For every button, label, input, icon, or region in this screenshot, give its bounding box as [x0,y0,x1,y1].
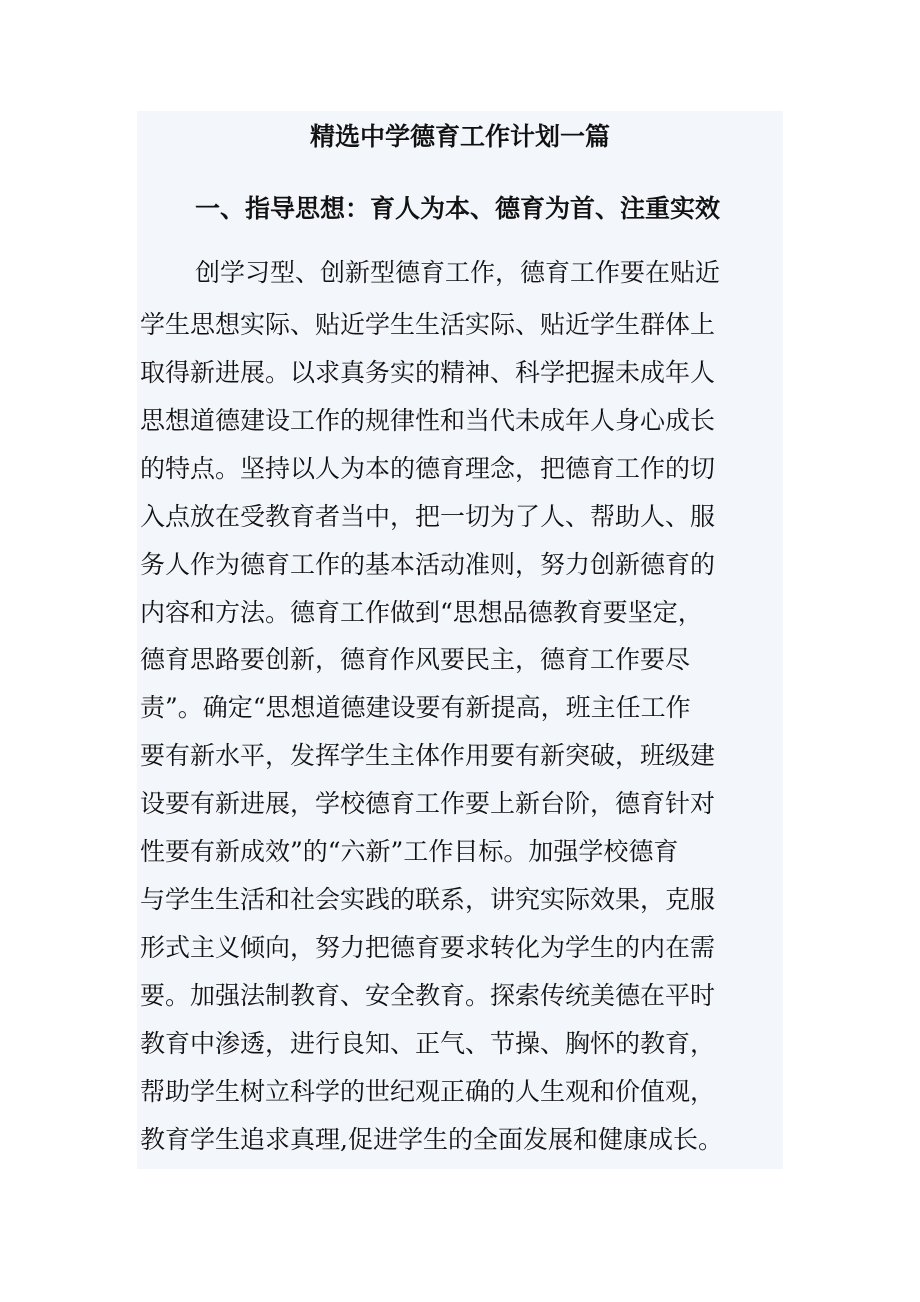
document-title: 精选中学德育工作计划一篇 [309,122,610,151]
paragraph-line: 创学习型、创新型德育工作，德育工作要在贴近 [195,258,721,287]
paragraph-line: 设要有新进展，学校德育工作要上新台阶，德育针对 [140,789,716,818]
paragraph-line: 与学生生活和社会实践的联系，讲究实际效果，克服 [140,885,716,914]
paragraph-line: 教育学生追求真理,促进学生的全面发展和健康成长。 [140,1125,723,1154]
paragraph-line: 要有新水平，发挥学生主体作用要有新突破，班级建 [140,741,716,770]
paragraph-line: 责”。确定“思想道德建设要有新提高，班主任工作 [140,693,691,722]
paragraph-line: 德育思路要创新，德育作风要民主，德育工作要尽 [140,645,691,674]
paragraph-line: 帮助学生树立科学的世纪观正确的人生观和价值观， [140,1077,716,1106]
paragraph-line: 形式主义倾向，努力把德育要求转化为学生的内在需 [140,933,716,962]
paragraph-line: 性要有新成效”的“六新”工作目标。加强学校德育 [140,837,679,866]
paragraph-line: 要。加强法制教育、安全教育。探索传统美德在平时 [140,981,716,1010]
paragraph-line: 入点放在受教育者当中，把一切为了人、帮助人、服 [140,502,716,531]
section-heading: 一、指导思想：育人为本、德育为首、注重实效 [195,194,721,223]
paragraph-line: 学生思想实际、贴近学生生活实际、贴近学生群体上 [140,310,716,339]
paragraph-line: 思想道德建设工作的规律性和当代未成年人身心成长 [140,406,716,435]
document-text-block [137,111,783,1169]
paragraph-line: 取得新进展。以求真务实的精神、科学把握未成年人 [140,358,716,387]
paragraph-line: 内容和方法。德育工作做到“思想品德教育要坚定， [140,598,703,627]
paragraph-line: 务人作为德育工作的基本活动准则，努力创新德育的 [140,550,716,579]
paragraph-line: 教育中渗透，进行良知、正气、节操、胸怀的教育， [140,1029,716,1058]
paragraph-line: 的特点。坚持以人为本的德育理念，把德育工作的切 [140,454,716,483]
